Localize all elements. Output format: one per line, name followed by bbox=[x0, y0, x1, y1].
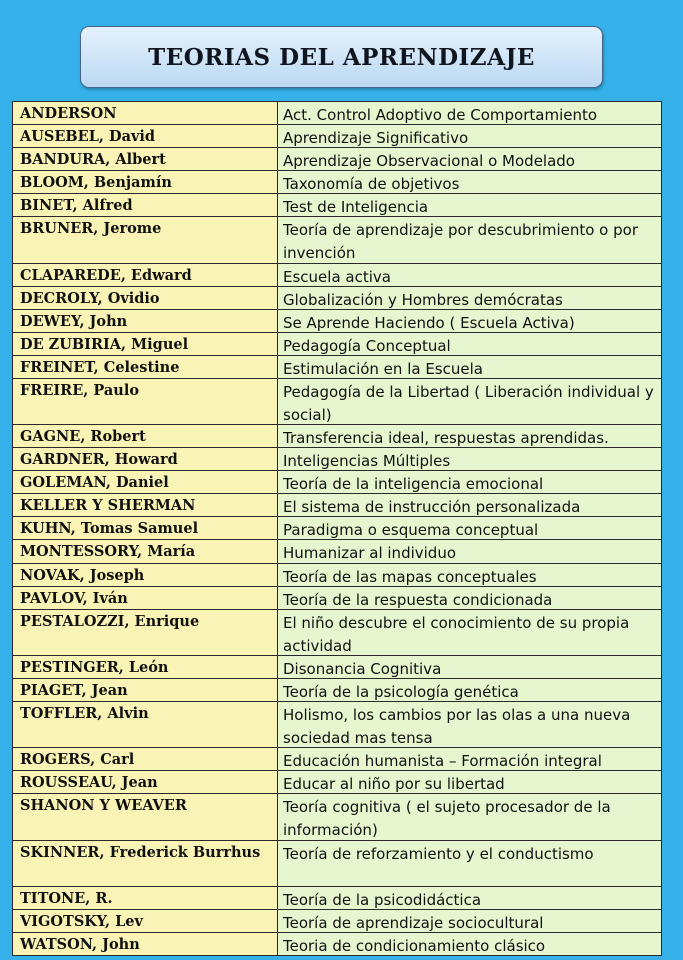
author-name-cell: GAGNE, Robert bbox=[13, 425, 278, 448]
table-row bbox=[13, 194, 662, 217]
theory-cell: Act. Control Adoptivo de Comportamiento bbox=[278, 102, 662, 125]
theory-cell: Pedagogía Conceptual bbox=[278, 333, 662, 356]
author-name-cell: SKINNER, Frederick Burrhus bbox=[13, 841, 278, 887]
theory-cell: Teoría de reforzamiento y el conductismo bbox=[278, 841, 662, 887]
author-name-cell: ROGERS, Carl bbox=[13, 748, 278, 771]
table-row bbox=[13, 540, 662, 563]
table-row bbox=[13, 310, 662, 333]
theory-cell: Teoría de aprendizaje por descubrimiento o por invención bbox=[278, 217, 662, 263]
table-row bbox=[13, 841, 662, 887]
theory-cell: Educar al niño por su libertad bbox=[278, 771, 662, 794]
author-name-cell: FREIRE, Paulo bbox=[13, 379, 278, 425]
author-name-cell: KUHN, Tomas Samuel bbox=[13, 517, 278, 540]
author-name-cell: PAVLOV, Iván bbox=[13, 587, 278, 610]
table-row bbox=[13, 171, 662, 194]
theory-cell: El sistema de instrucción personalizada bbox=[278, 494, 662, 517]
author-name-cell: PESTALOZZI, Enrique bbox=[13, 610, 278, 656]
theory-cell: Globalización y Hombres demócratas bbox=[278, 287, 662, 310]
table-row bbox=[13, 610, 662, 656]
author-name-cell: DECROLY, Ovidio bbox=[13, 287, 278, 310]
theory-cell: Disonancia Cognitiva bbox=[278, 656, 662, 679]
author-name-cell: DEWEY, John bbox=[13, 310, 278, 333]
theory-cell: Teoría de la respuesta condicionada bbox=[278, 587, 662, 610]
theory-cell: Teoría de aprendizaje sociocultural bbox=[278, 910, 662, 933]
theory-cell: Teoría de la psicodidáctica bbox=[278, 887, 662, 910]
table-row bbox=[13, 887, 662, 910]
table-row bbox=[13, 102, 662, 125]
theory-cell: El niño descubre el conocimiento de su propia actividad bbox=[278, 610, 662, 656]
table-row bbox=[13, 748, 662, 771]
table-row bbox=[13, 217, 662, 263]
table-row bbox=[13, 148, 662, 171]
theory-cell: Teoría cognitiva ( el sujeto procesador de la información) bbox=[278, 794, 662, 840]
table-row bbox=[13, 471, 662, 494]
table-row bbox=[13, 771, 662, 794]
author-name-cell: NOVAK, Joseph bbox=[13, 564, 278, 587]
table-row bbox=[13, 125, 662, 148]
author-name-cell: BRUNER, Jerome bbox=[13, 217, 278, 263]
author-name-cell: AUSEBEL, David bbox=[13, 125, 278, 148]
author-name-cell: KELLER Y SHERMAN bbox=[13, 494, 278, 517]
theory-cell: Taxonomía de objetivos bbox=[278, 171, 662, 194]
theory-cell: Holismo, los cambios por las olas a una nueva sociedad mas tensa bbox=[278, 702, 662, 748]
table-row bbox=[13, 656, 662, 679]
author-name-cell: TOFFLER, Alvin bbox=[13, 702, 278, 748]
theory-cell: Pedagogía de la Libertad ( Liberación individual y social) bbox=[278, 379, 662, 425]
author-name-cell: BLOOM, Benjamín bbox=[13, 171, 278, 194]
author-name-cell: VIGOTSKY, Lev bbox=[13, 910, 278, 933]
author-name-cell: TITONE, R. bbox=[13, 887, 278, 910]
table-row bbox=[13, 287, 662, 310]
theory-cell: Teoría de la inteligencia emocional bbox=[278, 471, 662, 494]
theory-cell: Educación humanista – Formación integral bbox=[278, 748, 662, 771]
theory-cell: Escuela activa bbox=[278, 264, 662, 287]
author-name-cell: WATSON, John bbox=[13, 933, 278, 956]
table-row bbox=[13, 425, 662, 448]
author-name-cell: SHANON Y WEAVER bbox=[13, 794, 278, 840]
author-name-cell: ANDERSON bbox=[13, 102, 278, 125]
title-banner bbox=[80, 26, 603, 88]
author-name-cell: PIAGET, Jean bbox=[13, 679, 278, 702]
theory-cell: Humanizar al individuo bbox=[278, 540, 662, 563]
theory-cell: Estimulación en la Escuela bbox=[278, 356, 662, 379]
table-row bbox=[13, 356, 662, 379]
author-name-cell: CLAPAREDE, Edward bbox=[13, 264, 278, 287]
author-name-cell: DE ZUBIRIA, Miguel bbox=[13, 333, 278, 356]
table-row bbox=[13, 264, 662, 287]
table-row bbox=[13, 702, 662, 748]
theory-cell: Test de Inteligencia bbox=[278, 194, 662, 217]
theory-cell: Inteligencias Múltiples bbox=[278, 448, 662, 471]
table-row bbox=[13, 494, 662, 517]
table-row bbox=[13, 379, 662, 425]
table-row bbox=[13, 910, 662, 933]
theory-cell: Transferencia ideal, respuestas aprendidas. bbox=[278, 425, 662, 448]
table-row bbox=[13, 517, 662, 540]
table-row bbox=[13, 794, 662, 840]
author-name-cell: FREINET, Celestine bbox=[13, 356, 278, 379]
table-row bbox=[13, 933, 662, 956]
author-name-cell: GARDNER, Howard bbox=[13, 448, 278, 471]
author-name-cell: PESTINGER, León bbox=[13, 656, 278, 679]
table-row bbox=[13, 448, 662, 471]
theory-cell: Aprendizaje Observacional o Modelado bbox=[278, 148, 662, 171]
theory-cell: Teoría de la psicología genética bbox=[278, 679, 662, 702]
theory-cell: Se Aprende Haciendo ( Escuela Activa) bbox=[278, 310, 662, 333]
author-name-cell: GOLEMAN, Daniel bbox=[13, 471, 278, 494]
author-name-cell: BINET, Alfred bbox=[13, 194, 278, 217]
author-name-cell: ROUSSEAU, Jean bbox=[13, 771, 278, 794]
theory-cell: Paradigma o esquema conceptual bbox=[278, 517, 662, 540]
author-name-cell: MONTESSORY, María bbox=[13, 540, 278, 563]
table-row bbox=[13, 679, 662, 702]
table-row bbox=[13, 333, 662, 356]
table-row bbox=[13, 587, 662, 610]
theory-cell: Teoría de las mapas conceptuales bbox=[278, 564, 662, 587]
author-name-cell: BANDURA, Albert bbox=[13, 148, 278, 171]
theories-table bbox=[12, 101, 662, 956]
theory-cell: Teoria de condicionamiento clásico bbox=[278, 933, 662, 956]
theory-cell: Aprendizaje Significativo bbox=[278, 125, 662, 148]
page-title: TEORIAS DEL APRENDIZAJE bbox=[148, 43, 535, 71]
table-row bbox=[13, 564, 662, 587]
